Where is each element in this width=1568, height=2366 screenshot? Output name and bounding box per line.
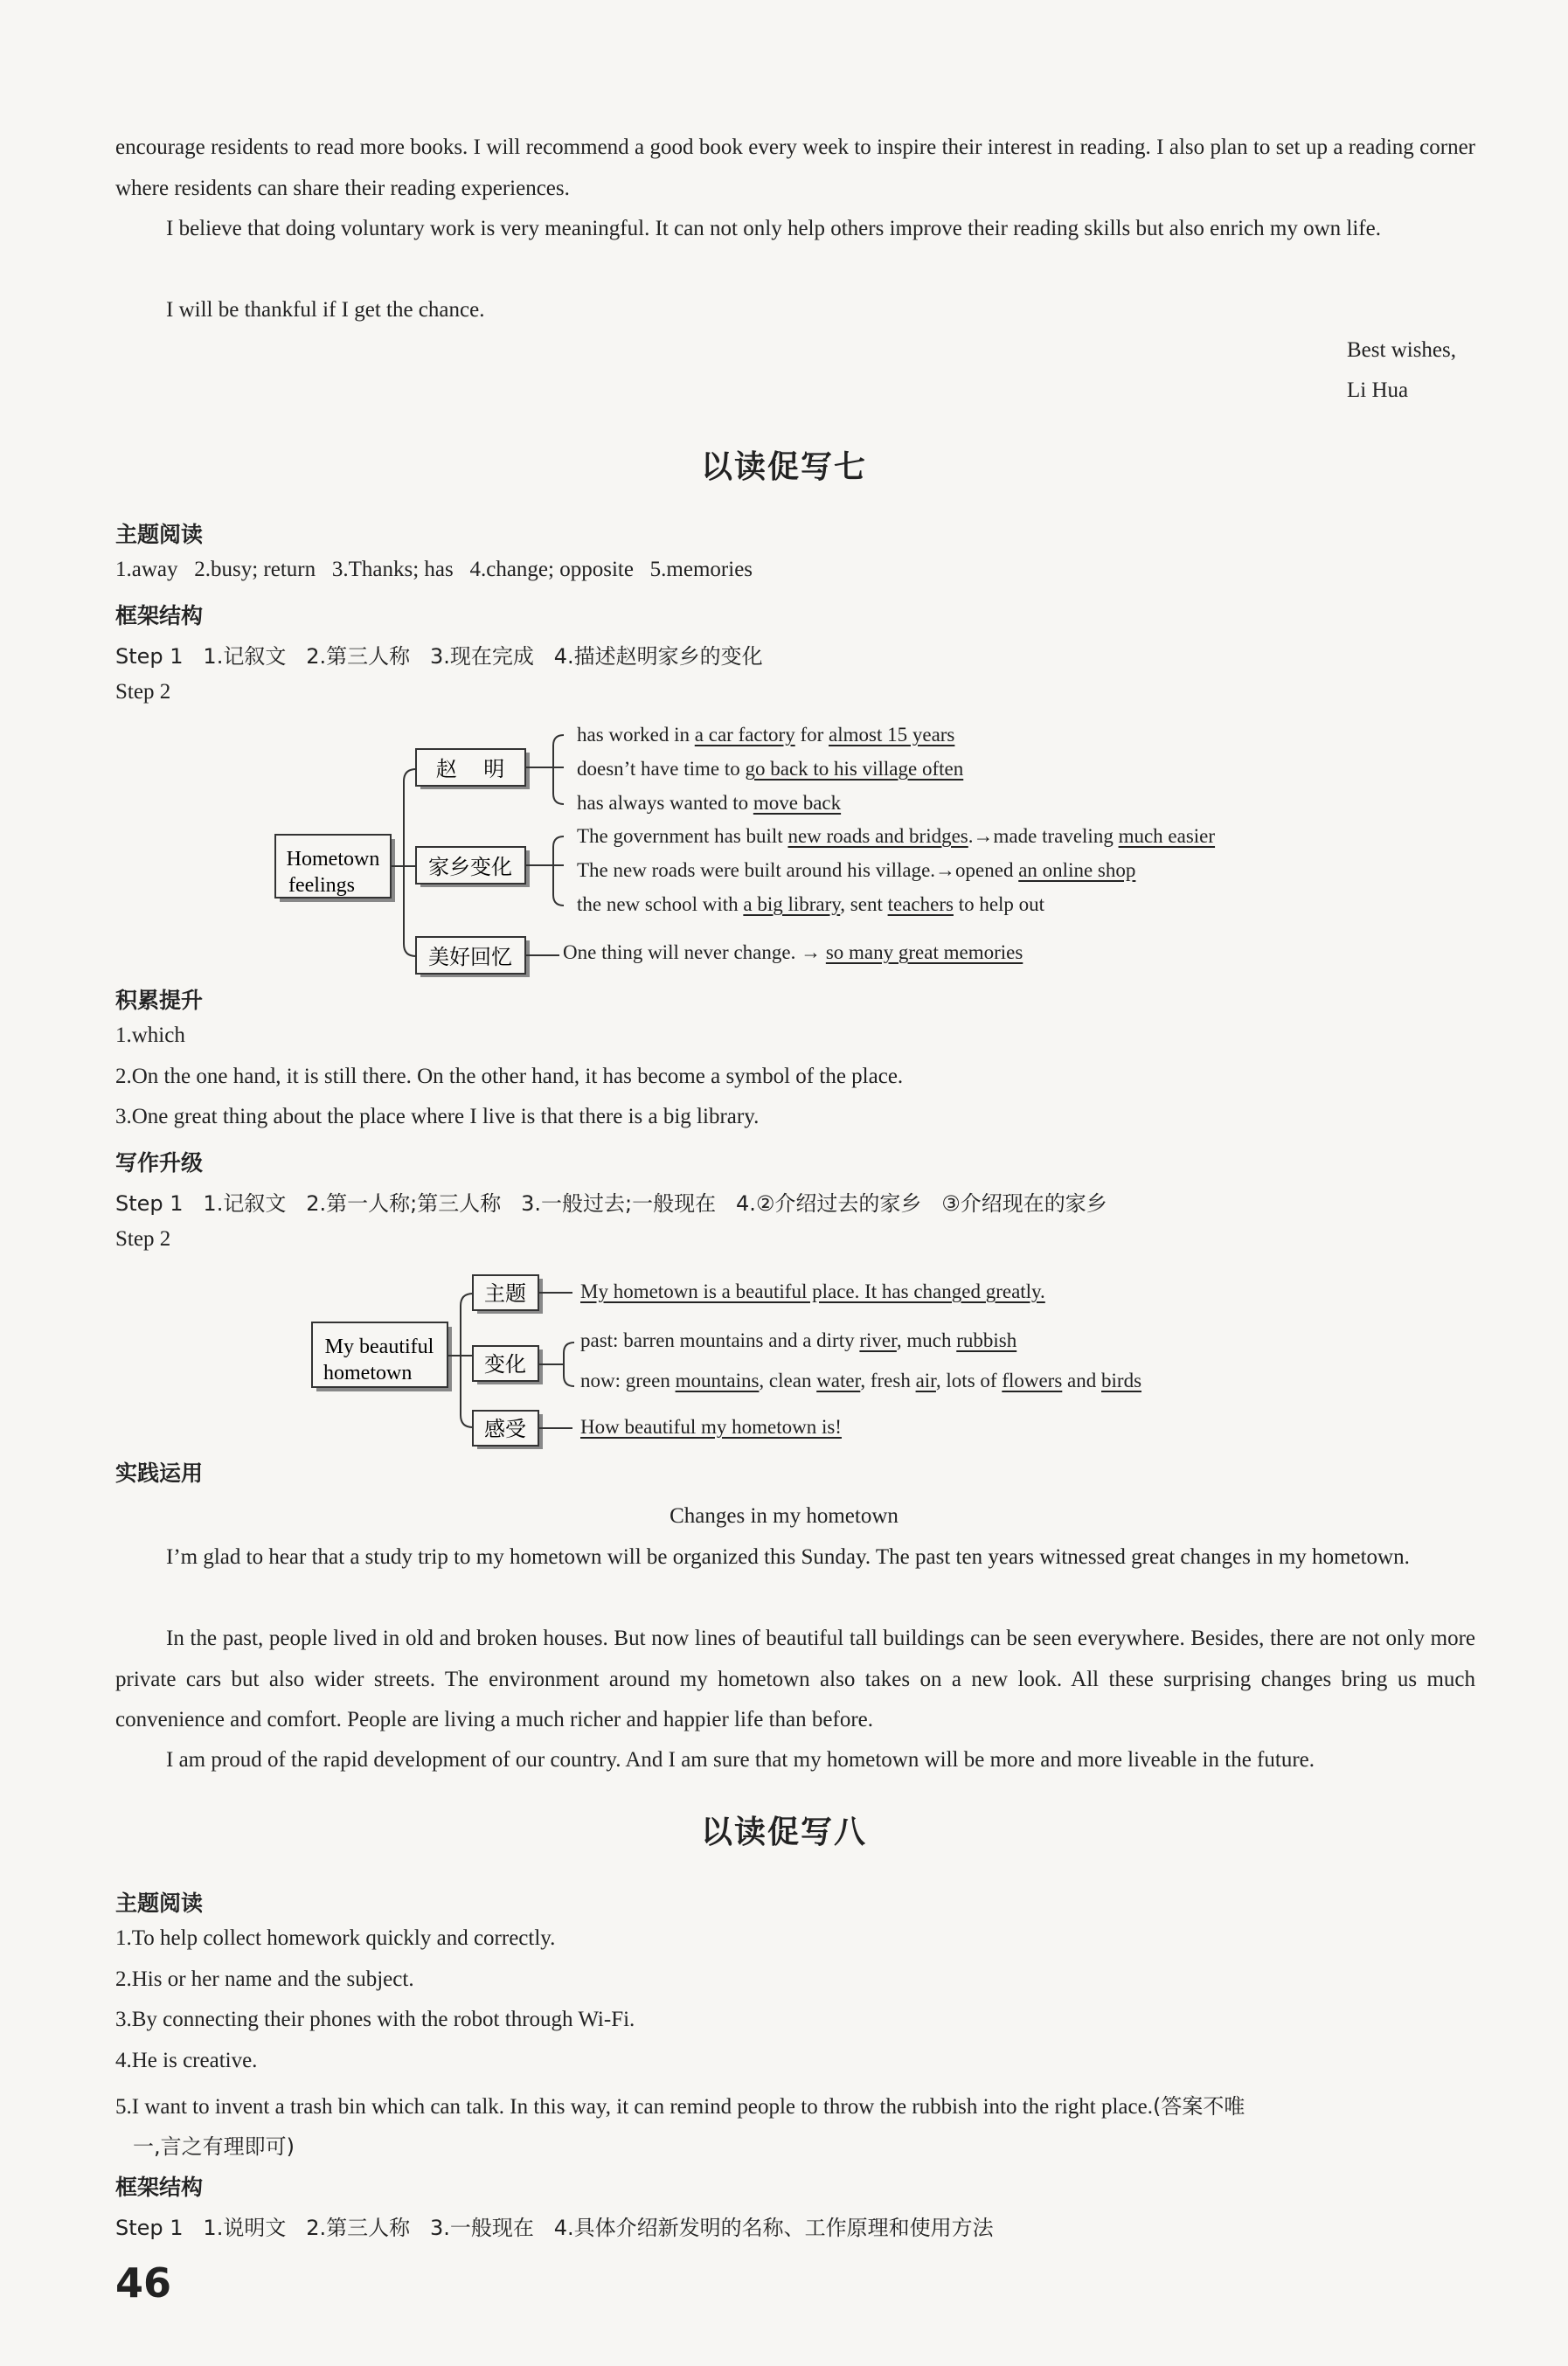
mm1-item-worked: has worked in a car factory for almost 15 years bbox=[577, 724, 955, 746]
mm2-feeling-text: How beautiful my hometown is! bbox=[580, 1416, 842, 1438]
s8-answer-4: 4.He is creative. bbox=[115, 2049, 258, 2072]
letter-paragraph-2: I believe that doing voluntary work is very meaningful. It can not only help others improve their reading skills but also enrich my own life. bbox=[166, 217, 1381, 240]
page-number: 46 bbox=[115, 2259, 172, 2307]
s8-answer-5-note: 一,言之有理即可) bbox=[133, 2134, 295, 2159]
mm2-now-item: now: green mountains, clean water, fresh air, lots of flowers and birds bbox=[580, 1370, 1142, 1391]
mm1-item-memories: One thing will never change. → so many great memories bbox=[563, 941, 1023, 963]
essay-paragraph-3: I am proud of the rapid development of our country. And I am sure that my hometown will be more and more liveable in the future. bbox=[166, 1748, 1315, 1772]
mm1-root-line1: Hometown bbox=[286, 848, 380, 871]
essay-paragraph-2: In the past, people lived in old and broken houses. But now lines of beautiful tall buildings can be seen everywhere. Besides, there are not only more private cars but also wider streets. The environment around my hometown also takes on a new look. All these surprising changes bring us much convenience and comfort. People are living a much richer and happier life than before. bbox=[115, 1627, 1475, 1731]
s7-writing-step1: Step 1 1.记叙文 2.第一人称;第三人称 3.一般过去;一般现在 4.②介绍过去的家乡 ③介绍现在的家乡 bbox=[115, 1191, 1107, 1216]
mm1-branch-zhaoming: 赵 明 bbox=[435, 757, 505, 781]
section-7-title: 以读促写七 bbox=[700, 449, 867, 485]
s7-framework-step2: Step 2 bbox=[115, 680, 171, 704]
essay-title: Changes in my hometown bbox=[670, 1504, 898, 1528]
mm2-branch-theme: 主题 bbox=[484, 1281, 526, 1306]
s8-answer-3: 3.By connecting their phones with the robot through Wi-Fi. bbox=[115, 2008, 635, 2031]
s7-writing-step2: Step 2 bbox=[115, 1227, 171, 1251]
s7-reading-heading: 主题阅读 bbox=[115, 522, 204, 547]
mm1-item-roads: The government has built new roads and bridges.→made traveling much easier bbox=[577, 825, 1216, 847]
s8-answer-1: 1.To help collect homework quickly and correctly. bbox=[115, 1926, 556, 1950]
mm1-item-shop: The new roads were built around his village.→opened an online shop bbox=[577, 859, 1136, 881]
mm1-branch-memories: 美好回忆 bbox=[428, 945, 512, 969]
s7-framework-heading: 框架结构 bbox=[115, 603, 204, 628]
mm2-branch-feeling: 感受 bbox=[484, 1417, 526, 1441]
mm1-item-no-time: doesn’t have time to go back to his village often bbox=[577, 758, 964, 780]
s7-practice-heading: 实践运用 bbox=[115, 1461, 204, 1486]
mm2-theme-text: My hometown is a beautiful place. It has changed greatly. bbox=[580, 1280, 1045, 1302]
letter-closing: Best wishes, bbox=[1347, 338, 1456, 362]
mm2-root-line2: hometown bbox=[323, 1362, 413, 1384]
s7-accumulate-3: 3.One great thing about the place where I live is that there is a big library. bbox=[115, 1105, 760, 1128]
s7-accumulate-2: 2.On the one hand, it is still there. On the other hand, it has become a symbol of the place. bbox=[115, 1065, 904, 1088]
letter-paragraph-3: I will be thankful if I get the chance. bbox=[166, 298, 485, 322]
s8-reading-heading: 主题阅读 bbox=[115, 1891, 204, 1916]
essay-paragraph-1: I’m glad to hear that a study trip to my hometown will be organized this Sunday. The past ten years witnessed great changes in my hometown. bbox=[166, 1545, 1410, 1569]
mm1-item-move-back: has always wanted to move back bbox=[577, 792, 842, 814]
mm2-branch-change: 变化 bbox=[484, 1352, 526, 1377]
s8-answer-5: 5.I want to invent a trash bin which can talk. In this way, it can remind people to throw the rubbish into the right place.(答案不唯 bbox=[115, 2094, 1245, 2119]
mm1-item-school: the new school with a big library, sent teachers to help out bbox=[577, 893, 1045, 915]
mm2-root-line1: My beautiful bbox=[324, 1336, 434, 1358]
mm1-branch-changes: 家乡变化 bbox=[428, 855, 512, 879]
s7-writing-heading: 写作升级 bbox=[115, 1150, 204, 1176]
s8-framework-step1: Step 1 1.说明文 2.第三人称 3.一般现在 4.具体介绍新发明的名称、工作原理和使用方法 bbox=[115, 2216, 994, 2240]
s7-reading-answers: 1.away 2.busy; return 3.Thanks; has 4.change; opposite 5.memories bbox=[115, 558, 753, 581]
letter-signature: Li Hua bbox=[1347, 378, 1409, 402]
s7-framework-step1: Step 1 1.记叙文 2.第三人称 3.现在完成 4.描述赵明家乡的变化 bbox=[115, 644, 763, 669]
s8-answer-2: 2.His or her name and the subject. bbox=[115, 1967, 414, 1991]
s8-framework-heading: 框架结构 bbox=[115, 2175, 204, 2200]
letter-paragraph-1: encourage residents to read more books. I will recommend a good book every week to inspire their interest in reading. I also plan to set up a reading corner where residents can share their reading experiences. bbox=[115, 135, 1475, 200]
section-8-title: 以读促写八 bbox=[700, 1814, 867, 1850]
s7-accumulate-heading: 积累提升 bbox=[115, 988, 204, 1013]
mm1-root-line2: feelings bbox=[288, 874, 355, 897]
mm2-past-item: past: barren mountains and a dirty river, much rubbish bbox=[580, 1329, 1017, 1351]
s7-accumulate-1: 1.which bbox=[115, 1023, 185, 1047]
